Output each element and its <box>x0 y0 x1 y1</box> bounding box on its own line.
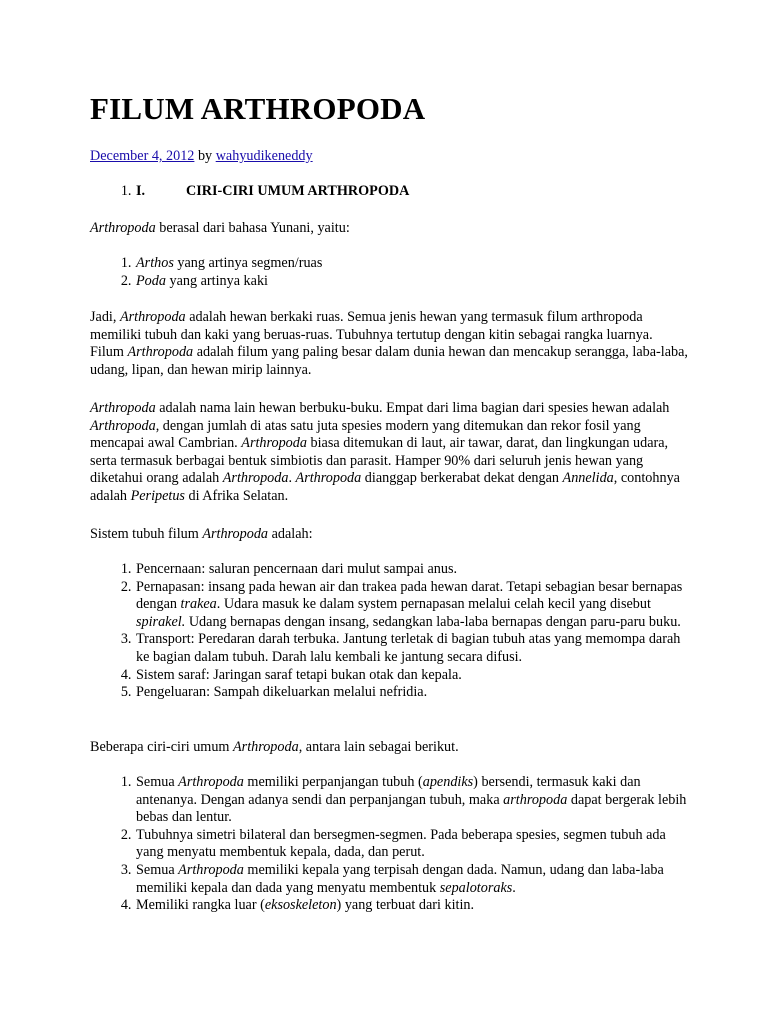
etymology-list <box>90 255 690 290</box>
italic-run: Arthropoda <box>127 344 194 361</box>
italic-run: Annelida <box>562 470 614 487</box>
text-run: , antara lain sebagai berikut. <box>298 739 459 755</box>
list-item: 3. Transport: Peredaran darah terbuka. Jantung terletak di bagian tubuh atas yang memompa darah ke bagian dalam tubuh. Darah lalu kembali ke jantung secara difusi. <box>135 631 690 666</box>
italic-run: trakea <box>180 596 217 613</box>
intro-italic: Arthropoda <box>90 220 156 236</box>
page-title: FILUM ARTHROPODA <box>90 91 426 126</box>
section-title: CIRI-CIRI UMUM ARTHROPODA <box>186 183 410 199</box>
italic-run: Arthropoda <box>295 470 362 487</box>
text-run: memiliki kepala yang terpisah dengan dada. Namun, udang dan laba-laba memiliki kepala dan dada yang menyatu membentuk <box>136 861 664 896</box>
text-run: . <box>288 470 296 487</box>
list-item <box>135 774 690 827</box>
paragraph-species <box>90 400 690 506</box>
text-run: biasa ditemukan di laut, air tawar, darat, dan lingkungan udara, serta termasuk berbagai bentuk simbiotis dan parasit. Hamper 90% dari seluruh jenis hewan yang diketahui orang adalah <box>90 435 669 487</box>
text-run: ) bersendi, termasuk kaki dan antenanya. Dengan adanya sendi dan perpanjangan tubuh, maka <box>136 774 641 808</box>
italic-run: Peripetus <box>130 487 185 504</box>
list-item <box>135 273 690 291</box>
text-run: Pernapasan: insang pada hewan air dan trakea pada hewan darat. Tetapi sebagian besar bernapas dengan <box>136 578 683 613</box>
etymology-meaning: yang artinya segmen/ruas <box>173 255 323 271</box>
list-item: 4. Sistem saraf: Jaringan saraf tetapi bukan otak dan kepala. <box>135 667 690 685</box>
italic-run: sepalotoraks <box>439 879 513 896</box>
text-run: ) yang terbuat dari kitin. <box>336 897 475 914</box>
section-number: I. <box>136 183 146 199</box>
system-list <box>90 561 690 702</box>
italic-run: spirakel. <box>136 613 186 630</box>
italic-run: Arthropoda <box>222 470 289 487</box>
text-run: Sistem tubuh filum <box>90 526 203 542</box>
italic-run: Arthropoda <box>90 417 156 434</box>
intro-paragraph <box>90 220 690 238</box>
text-run: adalah: <box>268 526 313 542</box>
text-run: adalah nama lain hewan berbuku-buku. Empat dari lima bagian dari spesies hewan adalah <box>155 400 670 416</box>
intro-text: berasal dari bahasa Yunani, yaitu: <box>155 220 350 236</box>
italic-run: Arthropoda <box>241 435 307 452</box>
paragraph-definition <box>90 309 690 379</box>
text-run: Udang bernapas dengan insang, sedangkan laba-laba bernapas dengan paru-paru buku. <box>185 613 681 630</box>
author-link[interactable]: wahyudikeneddy <box>215 148 313 164</box>
italic-run: eksoskeleton <box>264 897 337 914</box>
text-run: adalah filum yang paling besar dalam dunia hewan dan mencakup serangga, laba-laba, udang, lipan, dan hewan mirip lainnya. <box>90 344 688 378</box>
list-item: 2. Tubuhnya simetri bilateral dan bersegmen-segmen. Pada beberapa spesies, segmen tubuh ada yang menyatu membentuk kepala, dada, dan perut. <box>135 827 690 862</box>
text-run: Semua <box>136 774 179 790</box>
features-list <box>90 774 690 915</box>
text-run: , contohnya adalah <box>90 470 680 504</box>
text-run: . Udara masuk ke dalam system pernapasan melalui celah kecil yang disebut <box>216 596 651 613</box>
text-run: memiliki perpanjangan tubuh ( <box>243 774 423 790</box>
text-run: , dengan jumlah di atas satu juta spesies modern yang ditemukan dan rekor fosil yang mencapai awal Cambrian. <box>90 417 641 452</box>
italic-run: Arthropoda <box>202 526 269 542</box>
list-item <box>135 255 690 273</box>
text-run: Beberapa ciri-ciri umum <box>90 739 233 755</box>
italic-run: arthropoda <box>503 791 568 808</box>
list-item: 5. Pengeluaran: Sampah dikeluarkan melalui nefridia. <box>135 684 690 702</box>
etymology-word: Poda <box>136 272 166 289</box>
italic-run: apendiks <box>422 774 474 790</box>
post-date-link[interactable]: December 4, 2012 <box>90 148 195 164</box>
section-heading <box>90 183 690 201</box>
features-intro <box>90 739 690 757</box>
system-intro <box>90 526 690 544</box>
by-label: by <box>197 148 213 164</box>
italic-run: Arthropoda <box>233 739 299 755</box>
italic-run: Arthropoda <box>90 400 156 416</box>
list-item <box>135 579 690 632</box>
list-item <box>135 897 690 915</box>
text-run: Jadi, <box>90 309 120 325</box>
text-run: di Afrika Selatan. <box>184 487 289 504</box>
list-item <box>135 862 690 897</box>
italic-run: Arthropoda <box>178 774 244 790</box>
italic-run: Arthropoda <box>119 309 186 325</box>
text-run: dapat bergerak lebih bebas dan lentur. <box>136 791 687 826</box>
post-meta <box>90 148 690 166</box>
list-item: 1. Pencernaan: saluran pencernaan dari mulut sampai anus. <box>135 561 690 579</box>
etymology-word: Arthos <box>136 255 174 271</box>
text-run: adalah hewan berkaki ruas. Semua jenis hewan yang termasuk filum arthropoda memiliki tubuh dan kaki yang beruas-ruas. Tubuhnya tertutup dengan kitin sebagai rangka luarnya. Filum <box>90 309 653 361</box>
text-run: . <box>512 879 516 896</box>
italic-run: Arthropoda <box>178 861 244 878</box>
etymology-meaning: yang artinya kaki <box>165 272 268 289</box>
text-run: Memiliki rangka luar ( <box>136 897 265 914</box>
text-run: dianggap berkerabat dekat dengan <box>361 470 563 487</box>
text-run: Semua <box>136 861 179 878</box>
